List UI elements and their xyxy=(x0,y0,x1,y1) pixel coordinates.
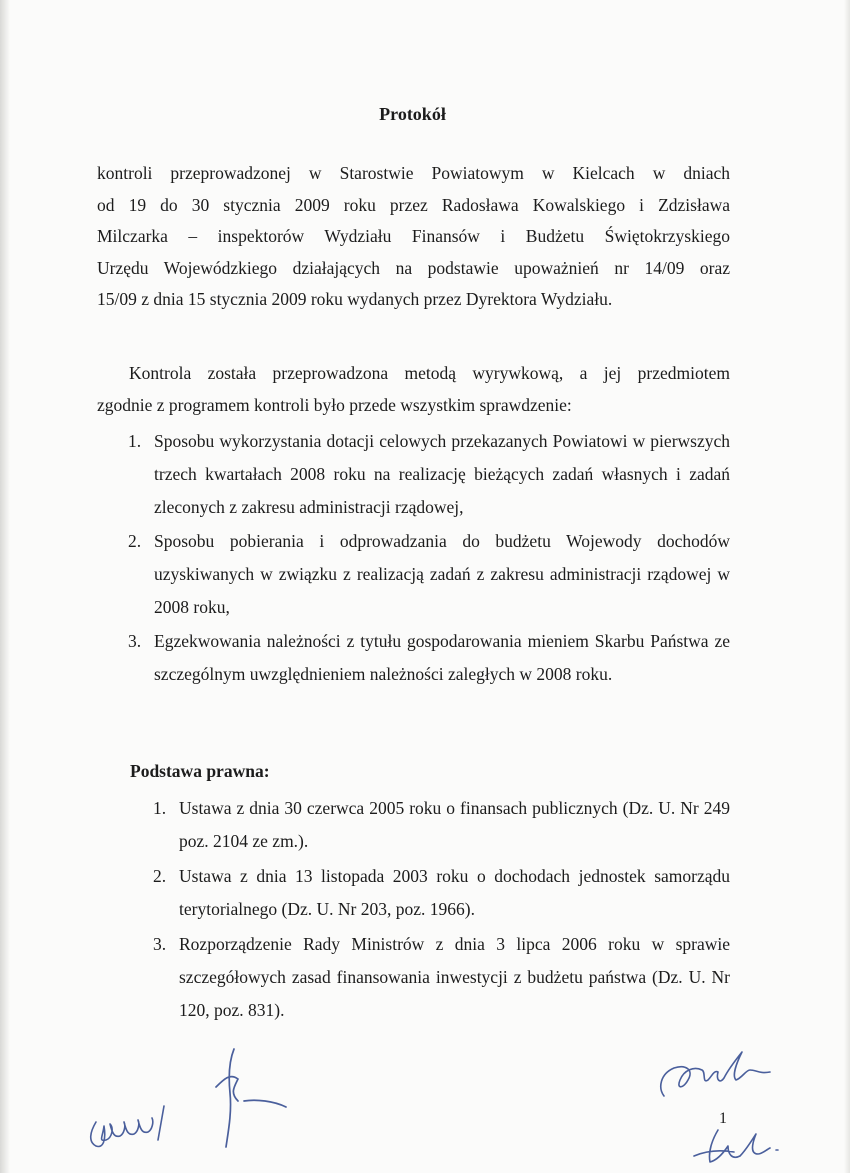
intro-line: kontroli przeprowadzonej w Starostwie Powiatowym w Kielcach w dniach xyxy=(97,163,730,183)
list-number: 3. xyxy=(128,631,142,651)
list-item-text: Ustawa z dnia 13 listopada 2003 roku o dochodach jednostek samorządu terytorialnego (Dz. U. Nr 203, poz. 1966). xyxy=(179,866,730,919)
list-item-text: Rozporządzenie Rady Ministrów z dnia 3 lipca 2006 roku w sprawie szczegółowych zasad finansowania inwestycji z budżetu państwa (Dz. U. Nr 120, poz. 831). xyxy=(179,934,730,1020)
list-item-text: Sposobu pobierania i odprowadzania do budżetu Wojewody dochodów uzyskiwanych w związku z realizacją zadań z zakresu administracji rządowej w 2008 roku, xyxy=(154,531,730,617)
scan-edge-right xyxy=(844,0,850,1173)
list-number: 3. xyxy=(153,934,167,954)
scope-line: Kontrola została przeprowadzona metodą wyrywkową, a jej przedmiotem xyxy=(129,363,730,383)
list-item-text: Ustawa z dnia 30 czerwca 2005 roku o finansach publicznych (Dz. U. Nr 249 poz. 2104 ze zm.). xyxy=(179,798,730,851)
list-item-text: Sposobu wykorzystania dotacji celowych przekazanych Powiatowi w pierwszych trzech kwartałach 2008 roku na realizację bieżących zadań własnych i zadań zleconych z zakresu administracji rządowej, xyxy=(154,431,730,517)
signature-middle xyxy=(208,1043,298,1153)
list-number: 1. xyxy=(128,431,142,451)
intro-line: Milczarka – inspektorów Wydziału Finansów i Budżetu Świętokrzyskiego xyxy=(97,226,730,246)
legal-basis-list xyxy=(153,792,730,1027)
legal-basis-heading: Podstawa prawna: xyxy=(130,761,270,781)
scope-list xyxy=(128,425,730,691)
intro-line: 15/09 z dnia 15 stycznia 2009 roku wydanych przez Dyrektora Wydziału. xyxy=(97,289,613,309)
list-number: 2. xyxy=(153,866,167,886)
page-number: 1 xyxy=(719,1110,727,1127)
intro-paragraph xyxy=(97,158,730,316)
list-number: 2. xyxy=(128,531,142,551)
list-number: 1. xyxy=(153,798,167,818)
document-title: Protokół xyxy=(379,104,446,124)
legal-list-item xyxy=(153,928,730,1027)
scope-line: zgodnie z programem kontroli było przede wszystkim sprawdzenie: xyxy=(97,394,572,415)
signature-left xyxy=(84,1102,184,1152)
signature-right-top xyxy=(650,1040,780,1110)
scan-edge-left xyxy=(0,0,10,1173)
scope-list-item xyxy=(128,425,730,524)
list-item-text: Egzekwowania należności z tytułu gospodarowania mieniem Skarbu Państwa ze szczególnym uwzględnieniem należności zaległych w 2008 roku. xyxy=(154,631,730,684)
intro-line: Urzędu Wojewódzkiego działających na podstawie upoważnień nr 14/09 oraz xyxy=(97,257,730,278)
intro-line: od 19 do 30 stycznia 2009 roku przez Radosława Kowalskiego i Zdzisława xyxy=(97,194,730,215)
legal-list-item xyxy=(153,792,730,858)
legal-list-item xyxy=(153,860,730,926)
scope-paragraph xyxy=(97,358,730,421)
scope-list-item xyxy=(128,525,730,624)
signature-right-bottom xyxy=(688,1120,788,1170)
scope-list-item xyxy=(128,625,730,691)
